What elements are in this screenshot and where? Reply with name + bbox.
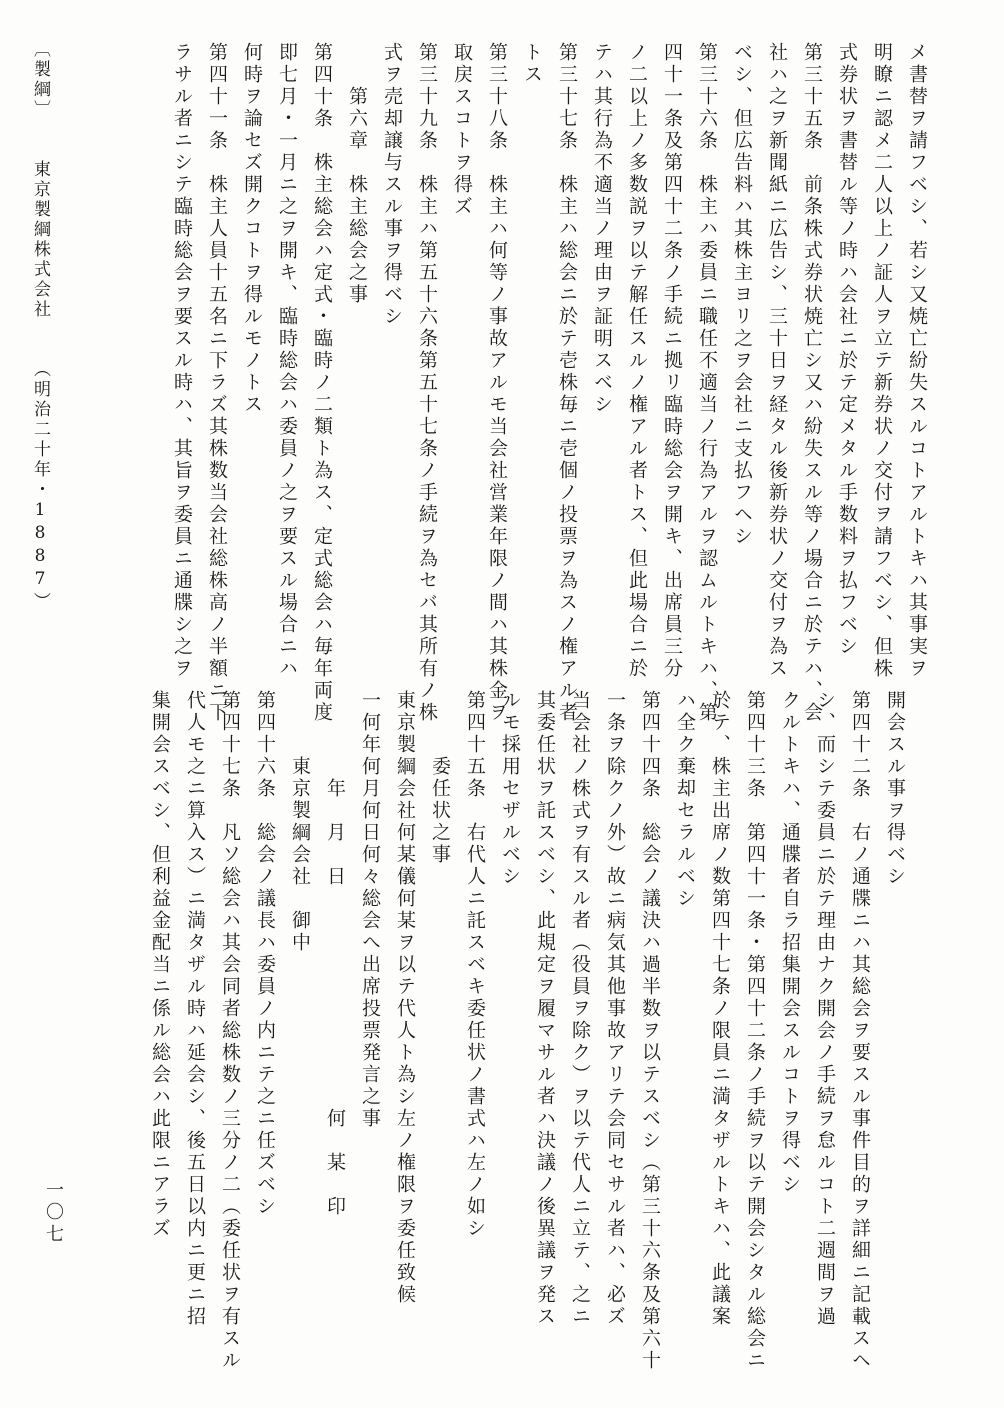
- text-line: 第四十七条 凡ソ総会ハ其会同者総株数ノ三分ノ二（委任状ヲ有スル: [219, 690, 241, 1372]
- text-line: メ書替ヲ請フベシ、若シ又焼亡紛失スルコトアルトキハ其事実ヲ: [906, 42, 928, 680]
- text-line: ラサル者ニシテ臨時総会ヲ要スル時ハ、其旨ヲ委員ニ通牒シ之ヲ: [171, 42, 193, 680]
- text-line: ノ二以上ノ多数説ヲ以テ解任スルノ権アル者トス、但此場合ニ於: [626, 42, 648, 680]
- text-line: 開会スル事ヲ得ベシ: [884, 690, 906, 888]
- text-line: 代人モ之ニ算入ス）ニ満タザル時ハ延会シ、後五日以内ニ更ニ招: [184, 690, 206, 1328]
- text-line: 明瞭ニ認メ二人以上ノ証人ヲ立テ新券状ノ交付ヲ請フベシ、但株: [871, 42, 893, 680]
- text-line: 集開会スベシ、但利益金配当ニ係ル総会ハ此限ニアラズ: [149, 690, 171, 1240]
- text-line: 東京製綱会社 御中: [289, 756, 311, 954]
- text-line: 第四十五条 右代人ニ託スベキ委任状ノ書式ハ左ノ如シ: [464, 690, 486, 1240]
- text-line: ベシ、但広告料ハ其株主ヨリ之ヲ会社ニ支払フヘシ: [731, 42, 753, 548]
- text-line: 第四十四条 総会ノ議決ハ過半数ヲ以テスベシ（第三十六条及第六十: [639, 690, 661, 1372]
- text-line: クルトキハ、通牒者自ラ招集開会スルコトヲ得ベシ: [779, 690, 801, 1196]
- text-line: 一何年何月何日何々総会へ出席投票発言之事: [359, 690, 381, 1130]
- text-line: 一条ヲ除クノ外）故ニ病気其他事故アリテ会同セサル者ハ、必ズ: [604, 690, 626, 1328]
- footer-company: 東京製綱株式会社: [30, 160, 50, 320]
- text-line: 当会社ノ株式ヲ有スル者（役員ヲ除ク）ヲ以テ代人ニ立テ、之ニ: [569, 690, 591, 1328]
- text-line: 年 月 日 何 某 印: [324, 778, 346, 1218]
- text-line: 第四十二条 右ノ通牒ニハ其総会ヲ要スル事件目的ヲ詳細ニ記載スヘ: [849, 690, 871, 1372]
- text-line: 第四十六条 総会ノ議長ハ委員ノ内ニテ之ニ任ズベシ: [254, 690, 276, 1218]
- footer-section: 〔製綱〕: [30, 40, 50, 120]
- text-line: 於テ、株主出席ノ数第四十七条ノ限員ニ満タザルトキハ、此議案: [709, 690, 731, 1328]
- running-footer: [28, 40, 53, 680]
- text-line: ハ全ク棄却セラルベシ: [674, 690, 696, 910]
- text-line: 第四十条 株主総会ハ定式・臨時ノ二類ト為ス、定式総会ハ毎年両度: [311, 42, 333, 724]
- text-line: トス: [521, 42, 543, 86]
- text-line: 其委任状ヲ託スベシ、此規定ヲ履マサル者ハ決議ノ後異議ヲ発ス: [534, 690, 556, 1328]
- text-line: 第三十九条 株主ハ第五十六条第五十七条ノ手続ヲ為セバ其所有ノ株: [416, 42, 438, 724]
- text-line: 取戻スコトヲ得ズ: [451, 42, 473, 218]
- text-line: 第三十五条 前条株式券状焼亡シ又ハ紛失スル等ノ場合ニ於テハ、会: [801, 42, 823, 724]
- text-line: シ、而シテ委員ニ於テ理由ナク開会ノ手続ヲ怠ルコト二週間ヲ過: [814, 690, 836, 1328]
- text-line: 式ヲ売却譲与スル事ヲ得ベシ: [381, 42, 403, 328]
- text-line: 社ハ之ヲ新聞紙ニ広告シ、三十日ヲ経タル後新券状ノ交付ヲ為ス: [766, 42, 788, 680]
- text-line: 第三十七条 株主ハ総会ニ於テ壱株毎ニ壱個ノ投票ヲ為スノ権アル者: [556, 42, 578, 724]
- upper-text-block: [34, 42, 934, 724]
- text-line: 第三十六条 株主ハ委員ニ職任不適当ノ行為アルヲ認ムルトキハ、第: [696, 42, 718, 724]
- text-line: 東京製綱会社何某儀何某ヲ以テ代人ト為シ左ノ権限ヲ委任致候: [394, 690, 416, 1306]
- text-line: 四十一条及第四十二条ノ手続ニ拠リ臨時総会ヲ開キ、出席員三分: [661, 42, 683, 680]
- text-line: 委任状之事: [429, 756, 451, 866]
- text-line: 何時ヲ論セズ開クコトヲ得ルモノトス: [241, 42, 263, 416]
- text-line: 即七月・一月ニ之ヲ開キ、臨時総会ハ委員ノ之ヲ要スル場合ニハ: [276, 42, 298, 680]
- text-line: 第三十八条 株主ハ何等ノ事故アルモ当会社営業年限ノ間ハ其株金ヲ: [486, 42, 508, 724]
- text-line: テハ其行為不適当ノ理由ヲ証明スベシ: [591, 42, 613, 416]
- text-line: 第四十一条 株主人員十五名ニ下ラズ其株数当会社総株高ノ半額ニ下: [206, 42, 228, 724]
- text-line: 第六章 株主総会之事: [346, 86, 368, 306]
- text-line: ルモ採用セザルベシ: [499, 690, 521, 888]
- page-number: 一〇七: [43, 1180, 64, 1246]
- text-line: 式券状ヲ書替ル等ノ時ハ会社ニ於テ定メタル手数料ヲ払フベシ: [836, 42, 858, 658]
- lower-text-block: [12, 690, 912, 1372]
- footer-era: （明治二十年・1887）: [30, 360, 50, 612]
- text-line: 第四十三条 第四十一条・第四十二条ノ手続ヲ以テ開会シタル総会ニ: [744, 690, 766, 1372]
